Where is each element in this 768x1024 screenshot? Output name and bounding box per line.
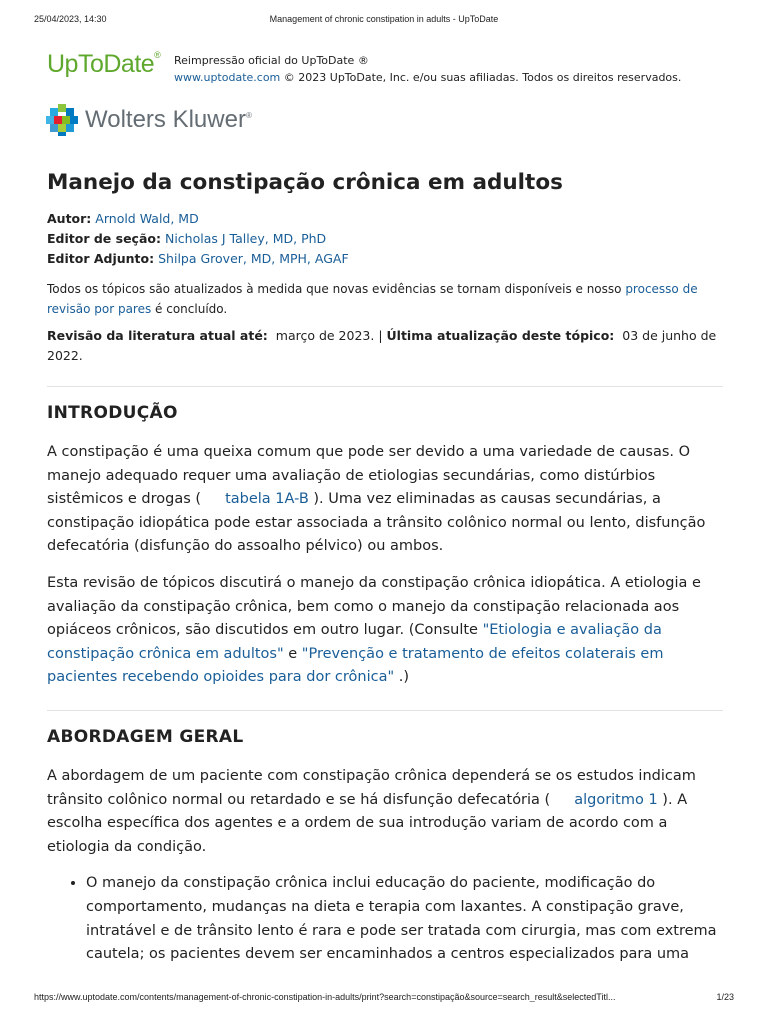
etiology-topic-link[interactable]: "Etiologia e avaliação da constipação crônica em adultos" [47, 622, 662, 662]
reprint-notice [174, 52, 681, 86]
uptodate-site-link[interactable]: www.uptodate.com [174, 71, 281, 84]
updated-value: 03 de junho de 2022. [47, 328, 717, 363]
section-editor-label: Editor de seção: [47, 231, 161, 246]
deputy-editor-label: Editor Adjunto: [47, 251, 155, 266]
intro-paragraph-1: A constipação é uma queixa comum que pode ser devido a uma variedade de causas. O manejo adequado requer uma avaliação de etiologias secundárias, como distúrbios sistêmicos e drogas ( tabela 1A-B ). Uma vez eliminadas as causas secundárias, a constipação idiopática pode estar associada a trânsito colônico normal ou lento, disfunção defecatória (disfunção do assoalho pélvico) ou ambos. [47, 444, 706, 555]
algorithm-1-link[interactable]: algoritmo 1 [574, 791, 658, 808]
reprint-line: Reimpressão oficial do UpToDate ® [174, 54, 369, 67]
print-footer [34, 992, 734, 1006]
section-divider [47, 386, 723, 387]
review-dates: Revisão da literatura atual até: março de 2023. | Última atualização deste tópico: 03 de junho de 2022. [47, 328, 717, 363]
article-credits [47, 209, 723, 269]
peer-review-link[interactable]: processo de revisão por pares [47, 282, 698, 316]
intro-paragraph-2: Esta revisão de tópicos discutirá o manejo da constipação crônica idiopática. A etiologia e avaliação da constipação crônica, bem como o manejo da constipação relacionada aos opiáceos crônicos, são discutidos em outro lugar. (Consulte "Etiologia e avaliação da constipação crônica em adultos" e "Prevenção e tratamento de efeitos colaterais em pacientes recebendo opioides para dor crônica" .) [47, 574, 701, 686]
uptodate-logo: UpToDate® [47, 50, 161, 78]
general-paragraph-1: A abordagem de um paciente com constipação crônica dependerá se os estudos indicam trânsito colônico normal ou retardado e se há disfunção defecatória ( algoritmo 1 ). A escolha específica dos agentes e a ordem de sua introdução variam de acordo com a etiologia da condição. [47, 767, 696, 855]
review-value: março de 2023. [275, 328, 375, 343]
deputy-editor-link[interactable]: Shilpa Grover, MD, MPH, AGAF [158, 251, 349, 266]
author-label: Autor: [47, 211, 92, 226]
brand-header [47, 50, 728, 86]
update-note: Todos os tópicos são atualizados à medida que novas evidências se tornam disponíveis e nosso processo de revisão por pares é concluído. [47, 282, 698, 316]
wolters-kluwer-wordmark: Wolters Kluwer® [85, 106, 252, 133]
section-divider [47, 710, 723, 711]
review-label: Revisão da literatura atual até: [47, 328, 268, 343]
general-bullet-list [47, 872, 723, 966]
opioid-side-effects-topic-link[interactable]: "Prevenção e tratamento de efeitos colaterais em pacientes recebendo opioides para dor crônica" [47, 645, 664, 686]
list-item: • O manejo da constipação crônica inclui educação do paciente, modificação do comportamento, mudanças na dieta e terapia com laxantes. A constipação grave, intratável e de trânsito lento é rara e pode ser tratada com cirurgia, mas com extrema cautela; os pacientes devem ser encaminhados a centros especializados para uma [86, 872, 723, 966]
print-datetime: 25/04/2023, 14:30 [34, 14, 107, 24]
article [47, 170, 723, 967]
wolters-kluwer-mosaic-icon [46, 104, 78, 136]
section-editor-link[interactable]: Nicholas J Talley, MD, PhD [164, 231, 327, 246]
section-heading-introduction: INTRODUÇÃO [47, 403, 178, 423]
copyright-text: © 2023 UpToDate, Inc. e/ou suas afiliadas. Todos os direitos reservados. [280, 71, 682, 84]
table-1a-b-link[interactable]: tabela 1A-B [225, 491, 309, 508]
article-title: Manejo da constipação crônica em adultos [47, 170, 563, 195]
updated-label: Última atualização deste tópico: [386, 328, 615, 343]
page-number: 1/23 [716, 992, 734, 1002]
print-url: https://www.uptodate.com/contents/management-of-chronic-constipation-in-adults/print?search=constipação&source=search_result&selectedTitl... [34, 992, 616, 1002]
section-heading-general-approach: ABORDAGEM GERAL [47, 726, 244, 747]
print-header [34, 14, 734, 28]
print-page-title: Management of chronic constipation in adults - UpToDate [269, 14, 499, 24]
author-link[interactable]: Arnold Wald, MD [95, 211, 199, 226]
